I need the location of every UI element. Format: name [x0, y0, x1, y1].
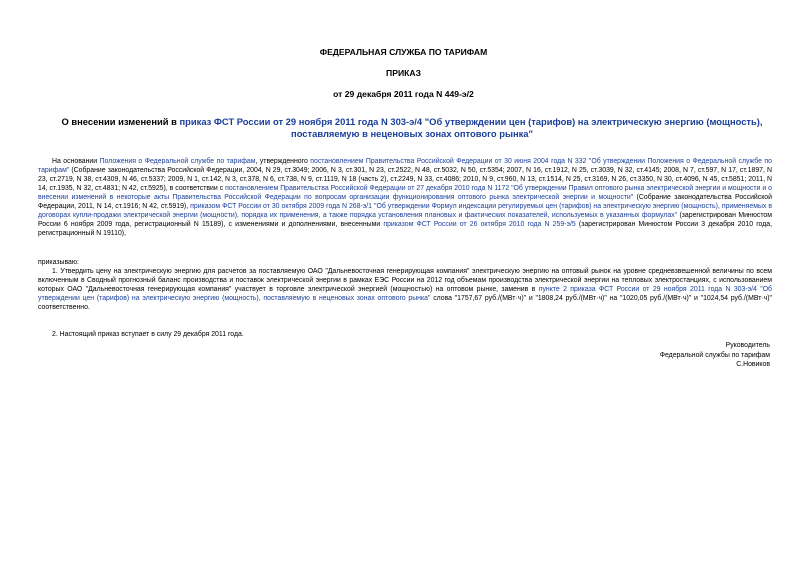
preamble-paragraph: [38, 157, 772, 238]
signature-position: Руководитель: [725, 342, 770, 349]
agency-heading: ФЕДЕРАЛЬНАЯ СЛУЖБА ПО ТАРИФАМ: [319, 47, 488, 57]
fst-regulation-link[interactable]: Положения о Федеральной службе по тарифам: [99, 158, 256, 165]
order-303-point-2-link[interactable]: пункте 2 приказа ФСТ России от 29 ноября 2011 года N 303-э/4 "Об утверждении цен (тарифов) на электрическую энергию (мощность), поставляемую в неценовых зонах оптового рынка": [38, 286, 772, 303]
preamble-text-4: (Собрание законодательства Российской Федерации, 2011, N 14, ст.1916; N 42, ст.5919),: [38, 194, 772, 211]
date-number-heading: от 29 декабря 2011 года N 449-э/2: [333, 89, 474, 99]
preamble-text-3: (Собрание законодательства Российской Федерации, 2004, N 29, ст.3049; 2006, N 3, ст.301, N 23, ст.2522, N 48, ст.5032, N 50, ст.5354; 2007, N 16, ст.1912, N 25, ст.3039, N 32, ст.4145; 2008, N 7, ст.597, N 17, ст.1897, N 23, ст.2719, N 38, ст.4309, N 46, ст.5337; 2009, N 1, ст.142, N 3, ст.378, N 6, ст.738, N 9, ст.1119, N 18 (часть 2), ст.2249, N 33, ст.4086; 2010, N 9, ст.960, N 13, ст.1514, N 25, ст.3169, N 26, ст.3350, N 30, ст.4096, N 45, ст.5851; 2011, N 14, ст.1935, N 32, ст.4831; N 42, ст.5925), в соответствии с: [38, 167, 772, 193]
item-2-text: 2. Настоящий приказ вступает в силу 29 декабря 2011 года.: [52, 331, 244, 338]
signature-agency: Федеральной службы по тарифам: [659, 351, 770, 359]
item-1-paragraph: [38, 267, 772, 312]
preamble-text-5: (зарегистрирован Минюстом России 6 ноября 2009 года, регистрационный N 15189), с изменениями и дополнениями, внесенными: [38, 212, 772, 229]
resolution-1172-link[interactable]: постановлением Правительства Российской Федерации от 27 декабря 2010 года N 1172 "Об утверждении Правил оптового рынка электрической энергии и мощности и о внесении изменений в некоторые акты Правительства Российской Федерации по вопросам организации функционирования оптового рынка электрической энергии и мощности": [38, 185, 772, 202]
signature-name: С.Новиков: [736, 361, 770, 368]
item-1-text-2: слова "1757,67 руб./(МВт·ч)" и "1808,24 руб./(МВт·ч)" на "1020,05 руб./(МВт·ч)" и "1024,54 руб./(МВт·ч)" соответственно.: [38, 295, 772, 312]
document-title: [52, 116, 772, 139]
order-word: приказываю:: [38, 259, 79, 266]
signature-block: [660, 341, 770, 370]
order-268-link[interactable]: приказом ФСТ России от 30 октября 2009 года N 268-э/1 "Об утверждении Формул индексации регулируемых цен (тарифов) на электрическую энергию (мощность), применяемых в договорах купли-продажи электрической энергии (мощности), порядка их применения, а также порядка установления плановых и фактических показателей, используемых в указанных формулах": [38, 203, 772, 220]
resolution-332-link[interactable]: постановлением Правительства Российской Федерации от 30 июня 2004 года N 332 "Об утверждении Положения о Федеральной службе по тарифам": [38, 158, 772, 175]
item-1-text-1: 1. Утвердить цену на электрическую энергию для расчетов за поставляемую ОАО "Дальневосточная генерирующая компания" электрическую энергию на оптовый рынок на уровне средневзвешенной величины по всем включенным в Сводный прогнозный баланс производства и поставок электрической энергии в рамках ЕЭС России на 2012 год объемам производства электрической энергии на тепловых электростанциях, с использованием которых ОАО "Дальневосточная генерирующая компания" участвует в торговле электрической энергией (мощностью) на оптовом рынке, заменив в: [38, 268, 772, 294]
doc-type-heading: ПРИКАЗ: [386, 68, 421, 78]
order-259-link[interactable]: приказом ФСТ России от 26 октября 2010 года N 259-э/5: [383, 221, 576, 229]
item-2-paragraph: [38, 330, 772, 339]
preamble-text-6: (зарегистрирован Минюстом России 3 декабря 2010 года, регистрационный N 19110),: [38, 221, 772, 238]
title-order-link[interactable]: приказ ФСТ России от 29 ноября 2011 года N 303-э/4 "Об утверждении цен (тарифов) на электрическую энергию (мощность), поставляемую в неценовых зонах оптового рынка": [179, 116, 763, 139]
preamble-text-2: , утвержденного: [255, 158, 311, 165]
preamble-text-1: На основании: [52, 158, 100, 165]
title-prefix: О внесении изменений в: [61, 116, 180, 127]
